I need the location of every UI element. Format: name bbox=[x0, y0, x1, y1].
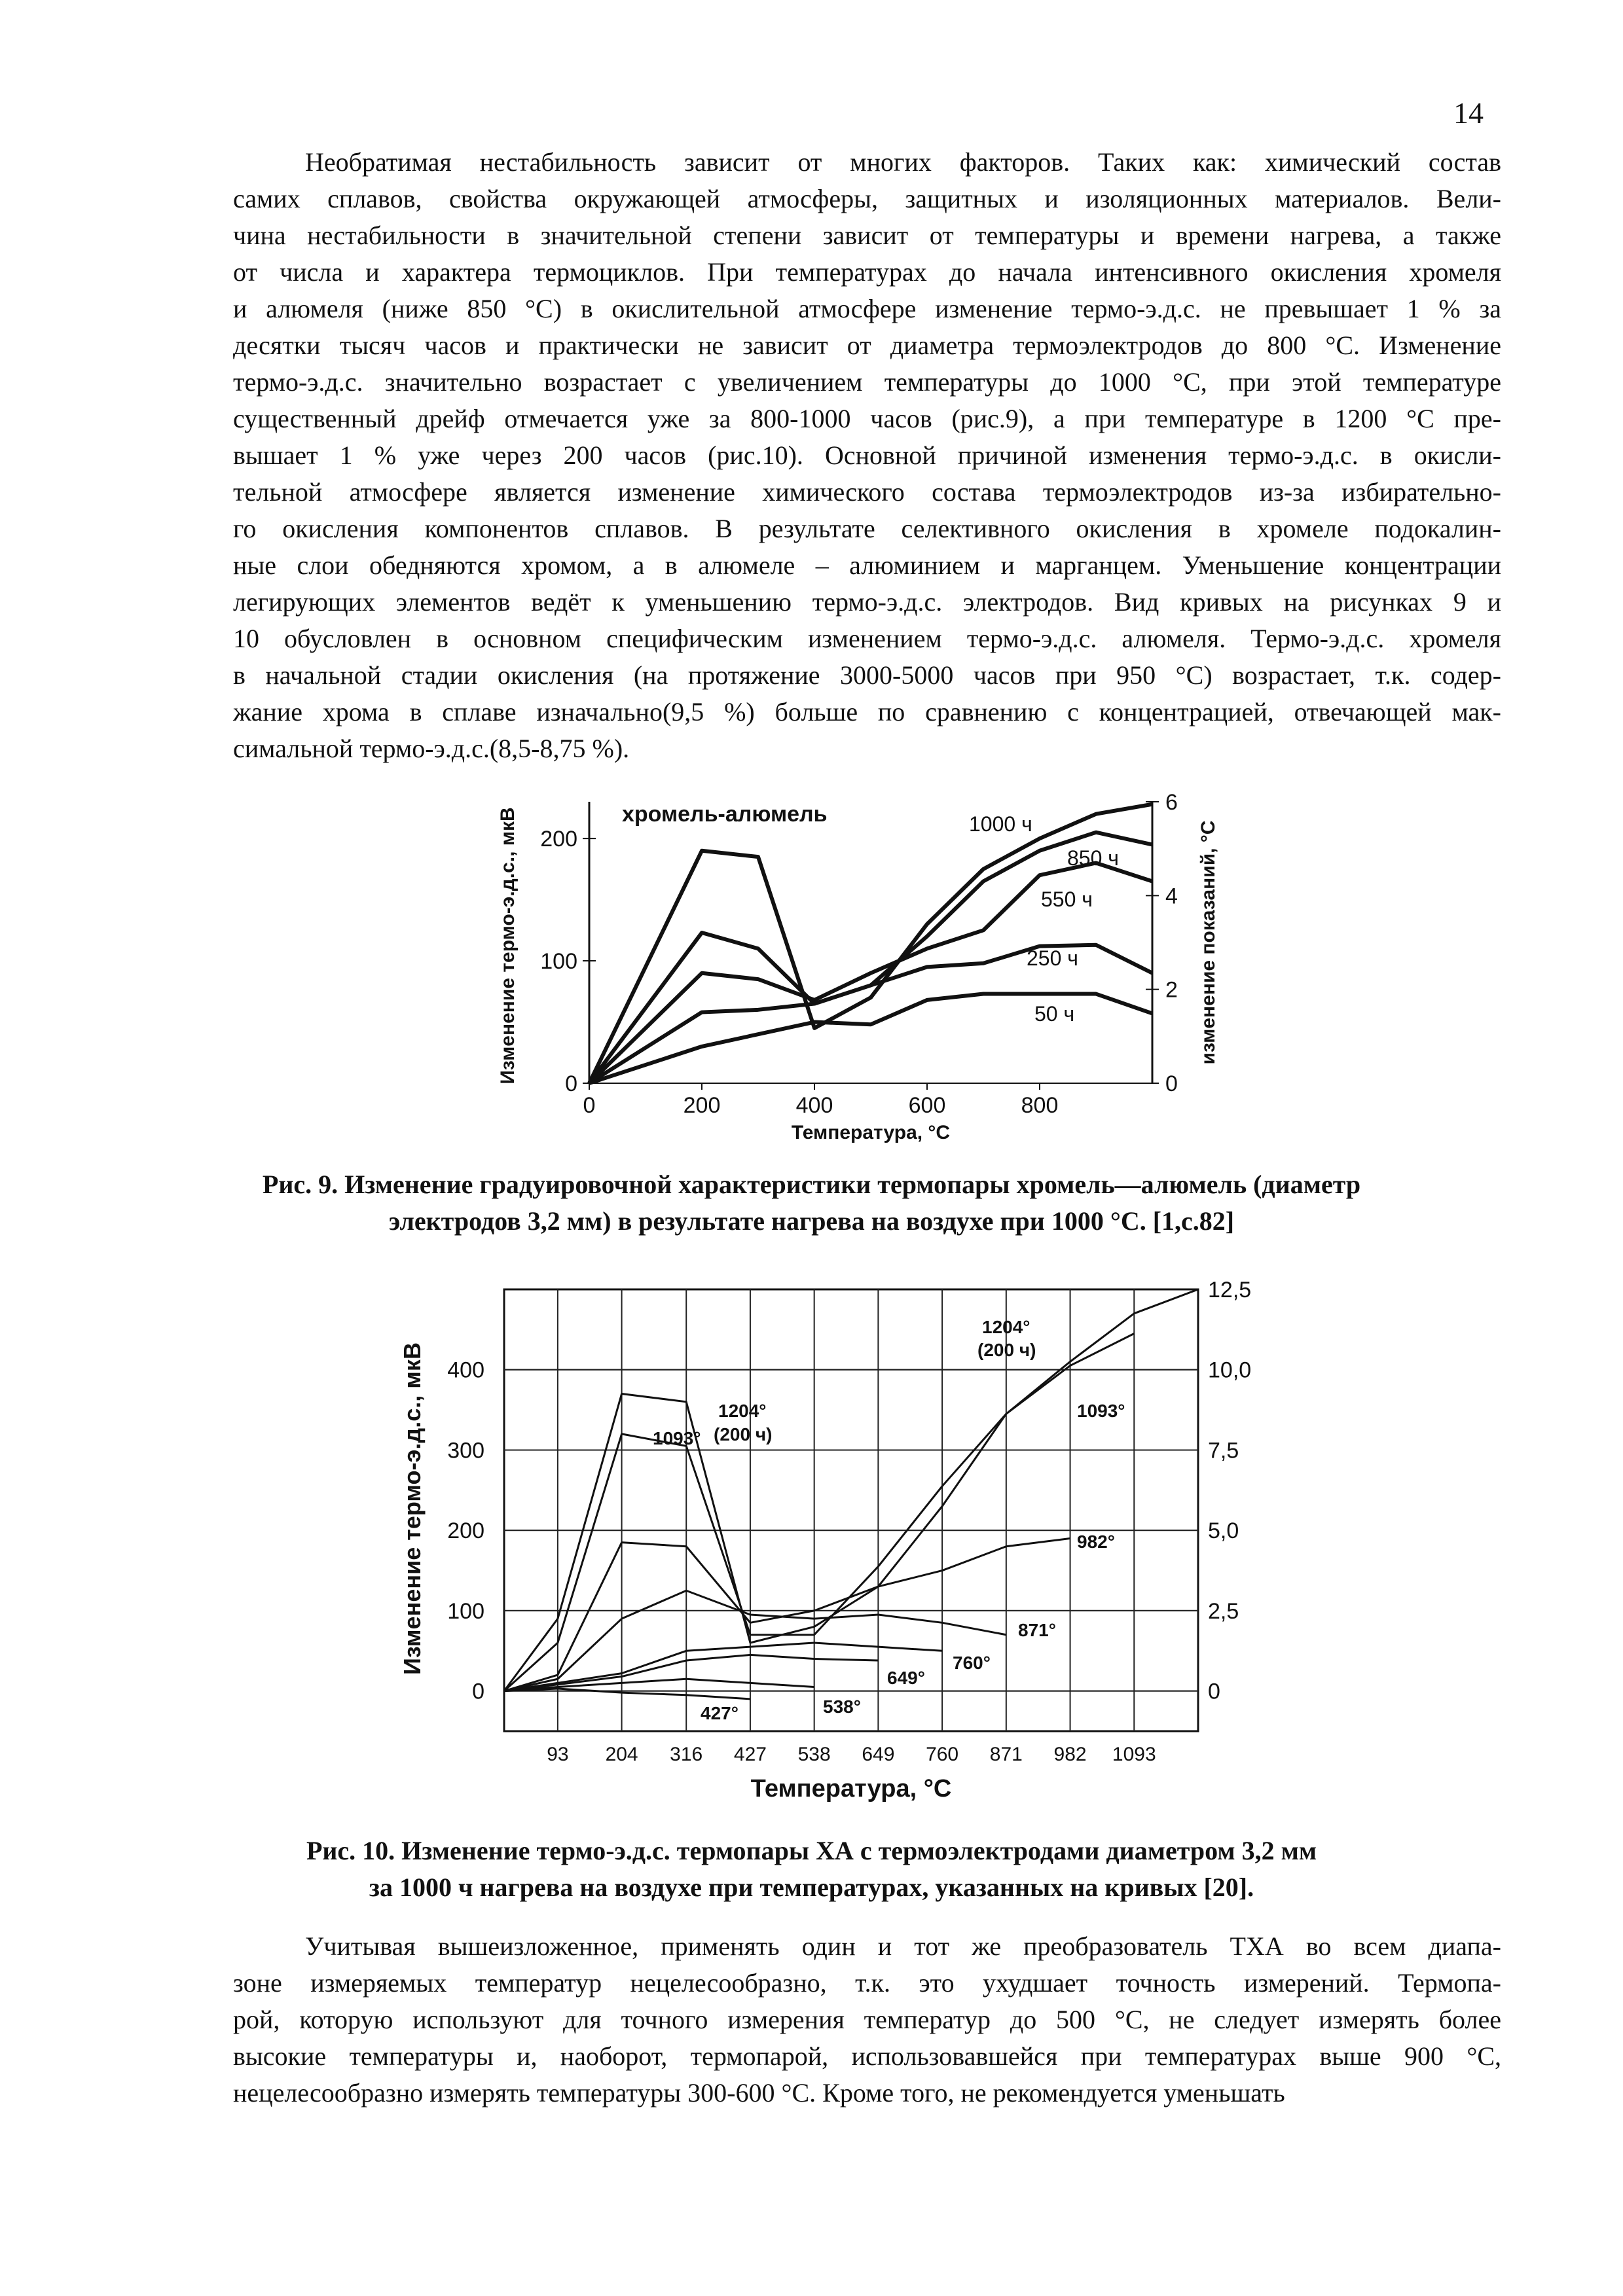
y2-tick-label: 6 bbox=[1165, 790, 1178, 815]
body-paragraph-2 bbox=[233, 1928, 1501, 2111]
x-tick-label: 649 bbox=[862, 1744, 895, 1765]
paragraph-2-line: зоне измеряемых температур нецелесообразно, т.к. это ухудшает точность измерений. Термопа- bbox=[233, 1968, 1501, 1998]
paragraph-1-line: от числа и характера термоциклов. При температурах до начала интенсивного окисления хромеля bbox=[233, 257, 1501, 287]
paragraph-1-line: термо-э.д.с. значительно возрастает с увеличением температуры до 1000 °С, при этой температуре bbox=[233, 367, 1501, 397]
y-tick-label: 400 bbox=[447, 1357, 484, 1383]
y2-tick-label: 5,0 bbox=[1208, 1518, 1239, 1544]
x-tick-label: 800 bbox=[1021, 1093, 1059, 1118]
x-tick-label: 0 bbox=[583, 1093, 596, 1118]
paragraph-1-line: жание хрома в сплаве изначально(9,5 %) больше по сравнению с концентрацией, отвечающей мак- bbox=[233, 697, 1501, 726]
paragraph-1-line: ные слои обедняются хромом, а в алюмеле – алюминием и марганцем. Уменьшение концентрации bbox=[233, 550, 1501, 580]
paragraph-2-line: рой, которую используют для точного измерения температур до 500 °С, не следует измерять более bbox=[233, 2005, 1501, 2034]
caption-9-line: Рис. 9. Изменение градуировочной характеристики термопары хромель—алюмель (диаметр bbox=[262, 1170, 1361, 1199]
paragraph-1-line: го окисления компонентов сплавов. В результате селективного окисления в хромеле подокалин- bbox=[233, 514, 1501, 543]
series-label: 427° bbox=[701, 1703, 739, 1723]
y2-axis-label: изменение показаний, °С bbox=[1197, 820, 1219, 1065]
paragraph-1-line: и алюмеля (ниже 850 °С) в окислительной атмосфере изменение термо-э.д.с. не превышает 1 % за bbox=[233, 294, 1501, 323]
x-tick-label: 204 bbox=[605, 1744, 638, 1765]
paragraph-1-line: симальной термо-э.д.с.(8,5-8,75 %). bbox=[233, 734, 630, 763]
series-label: 649° bbox=[887, 1668, 925, 1688]
series-label: 50 ч bbox=[1034, 1002, 1075, 1026]
y2-tick-label: 0 bbox=[1208, 1679, 1220, 1704]
chart-title: хромель-алюмель bbox=[622, 802, 828, 827]
series-label: 850 ч bbox=[1067, 846, 1119, 870]
y-tick-label: 100 bbox=[447, 1598, 484, 1624]
y-tick-label: 0 bbox=[472, 1679, 484, 1704]
caption-10-line: за 1000 ч нагрева на воздухе при температурах, указанных на кривых [20]. bbox=[369, 1873, 1254, 1902]
paragraph-1-line: легирующих элементов ведёт к уменьшению термо-э.д.с. электродов. Вид кривых на рисунках 9 и bbox=[233, 587, 1501, 617]
series-label: 1204° bbox=[982, 1317, 1030, 1337]
paragraph-2-line: нецелесообразно измерять температуры 300-600 °С. Кроме того, не рекомендуется уменьшать bbox=[233, 2078, 1285, 2108]
x-tick-label: 600 bbox=[908, 1093, 946, 1118]
y-tick-label: 200 bbox=[540, 827, 577, 852]
caption-9-line: электродов 3,2 мм) в результате нагрева на воздухе при 1000 °С. [1,с.82] bbox=[388, 1206, 1235, 1236]
y2-tick-label: 2 bbox=[1165, 977, 1178, 1003]
caption-10-line: Рис. 10. Изменение термо-э.д.с. термопары ХА с термоэлектродами диаметром 3,2 мм bbox=[306, 1836, 1317, 1865]
paragraph-1-line: вышает 1 % уже через 200 часов (рис.10). Основной причиной изменения термо-э.д.с. в окисли- bbox=[233, 440, 1501, 470]
x-axis-label: Температура, °С bbox=[750, 1775, 952, 1803]
series-label: 1093° bbox=[1077, 1401, 1125, 1421]
series-label: 538° bbox=[823, 1696, 861, 1717]
figure-9-caption bbox=[131, 1166, 1492, 1240]
figure-10-caption bbox=[131, 1833, 1492, 1906]
series-label: 871° bbox=[1018, 1620, 1056, 1640]
x-tick-label: 400 bbox=[795, 1093, 833, 1118]
y-tick-label: 100 bbox=[540, 949, 577, 975]
y-tick-label: 0 bbox=[565, 1071, 577, 1096]
y2-tick-label: 2,5 bbox=[1208, 1598, 1239, 1624]
series-line-5 bbox=[504, 1655, 878, 1691]
series-label: (200 ч) bbox=[977, 1340, 1036, 1360]
y2-tick-label: 10,0 bbox=[1208, 1357, 1252, 1383]
plot-frame bbox=[504, 1289, 1198, 1731]
y2-tick-label: 7,5 bbox=[1208, 1438, 1239, 1463]
series-label: 1093° bbox=[653, 1428, 701, 1448]
x-tick-label: 93 bbox=[547, 1744, 569, 1765]
paragraph-1-line: самих сплавов, свойства окружающей атмосферы, защитных и изоляционных материалов. Вели- bbox=[233, 184, 1501, 213]
paragraph-2-line: Учитывая вышеизложенное, применять один и тот же преобразователь ТХА во всем диапа- bbox=[305, 1931, 1501, 1961]
figure-10-chart bbox=[393, 1273, 1309, 1823]
figure-9-chart bbox=[484, 782, 1244, 1149]
series-label: 1204° bbox=[718, 1401, 767, 1421]
paragraph-1-line: тельной атмосфере является изменение химического состава термоэлектродов из-за избирательно- bbox=[233, 477, 1501, 507]
y-axis-label: Изменение термо-э.д.с., мкВ bbox=[497, 807, 519, 1085]
x-axis-label: Температура, °С bbox=[791, 1122, 951, 1143]
series-label: 982° bbox=[1077, 1532, 1115, 1552]
paragraph-2-line: высокие температуры и, наоборот, термопарой, использовавшейся при температурах выше 900 °С, bbox=[233, 2041, 1501, 2071]
y2-tick-label: 4 bbox=[1165, 884, 1178, 909]
series-label: (200 ч) bbox=[714, 1424, 773, 1444]
paragraph-1-line: в начальной стадии окисления (на протяжение 3000-5000 часов при 950 °С) возрастает, т.к. содер- bbox=[233, 660, 1501, 690]
y-tick-label: 300 bbox=[447, 1438, 484, 1463]
series-label: 1000 ч bbox=[969, 812, 1032, 836]
paragraph-1-line: существенный дрейф отмечается уже за 800-1000 часов (рис.9), а при температуре в 1200 °С пре- bbox=[233, 404, 1501, 433]
paragraph-1-line: 10 обусловлен в основном специфическим изменением термо-э.д.с. алюмеля. Термо-э.д.с. хромеля bbox=[233, 624, 1501, 653]
series-label: 760° bbox=[953, 1653, 991, 1673]
x-tick-label: 200 bbox=[683, 1093, 721, 1118]
x-tick-label: 1093 bbox=[1112, 1744, 1156, 1765]
series-label: 550 ч bbox=[1041, 888, 1093, 911]
paragraph-1-line: чина нестабильности в значительной степени зависит от температуры и времени нагрева, а также bbox=[233, 221, 1501, 250]
x-tick-label: 316 bbox=[670, 1744, 703, 1765]
y2-tick-label: 0 bbox=[1165, 1071, 1178, 1096]
y-tick-label: 200 bbox=[447, 1518, 484, 1544]
paragraph-1-line: десятки тысяч часов и практически не зависит от диаметра термоэлектродов до 800 °С. Изменение bbox=[233, 331, 1501, 360]
y-axis-label: Изменение термо-э.д.с., мкВ bbox=[399, 1342, 426, 1675]
series-line-7 bbox=[504, 1689, 750, 1699]
paragraph-1-line: Необратимая нестабильность зависит от многих факторов. Таких как: химический состав bbox=[305, 147, 1501, 177]
page-number: 14 bbox=[1453, 96, 1484, 130]
y2-tick-label: 12,5 bbox=[1208, 1278, 1252, 1302]
x-tick-label: 982 bbox=[1053, 1744, 1087, 1765]
x-tick-label: 427 bbox=[733, 1744, 767, 1765]
x-tick-label: 760 bbox=[926, 1744, 959, 1765]
body-paragraph-1 bbox=[233, 144, 1501, 767]
x-tick-label: 538 bbox=[797, 1744, 831, 1765]
series-label: 250 ч bbox=[1027, 946, 1078, 970]
x-tick-label: 871 bbox=[989, 1744, 1023, 1765]
